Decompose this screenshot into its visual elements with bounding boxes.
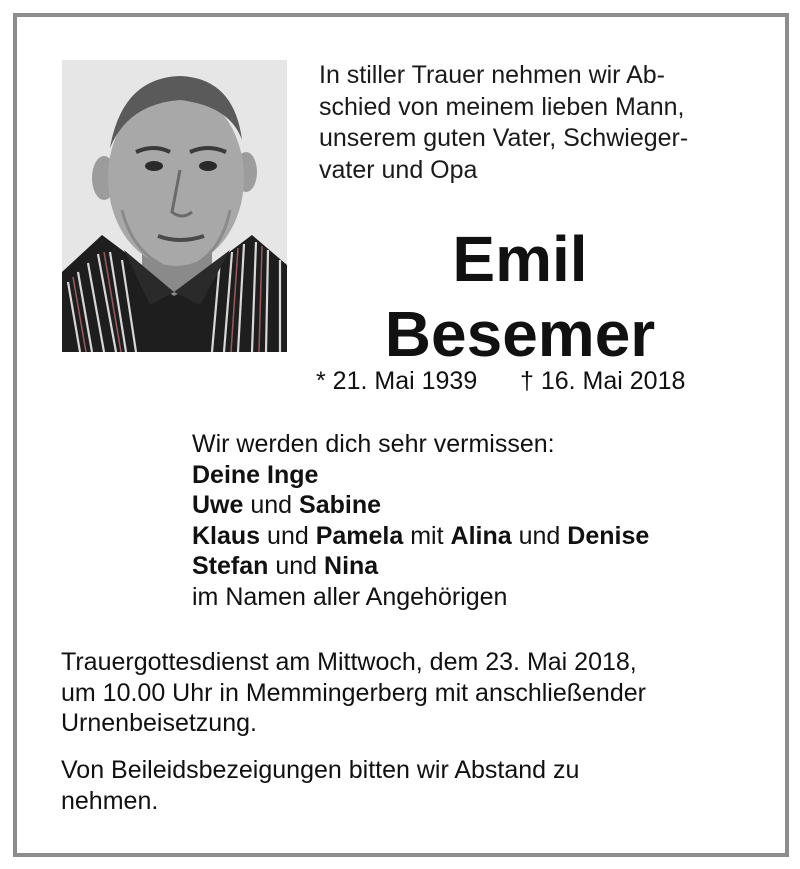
first-name: Emil: [452, 223, 588, 295]
family-line: [192, 551, 649, 582]
service-line: um 10.00 Uhr in Memmingerberg mit anschließender: [61, 678, 646, 707]
family-closing: im Namen aller Angehörigen: [192, 582, 508, 611]
connector-text: und: [275, 552, 318, 580]
deceased-name: [310, 222, 730, 372]
death-date: † 16. Mai 2018: [520, 367, 686, 395]
intro-line: In stiller Trauer nehmen wir Ab-: [319, 61, 665, 89]
family-name: Deine Inge: [192, 460, 319, 489]
intro-line: vater und Opa: [319, 155, 478, 184]
intro-line: schied von meinem lieben Mann,: [319, 92, 685, 121]
portrait-photo: [62, 60, 287, 352]
family-intro: Wir werden dich sehr vermissen:: [192, 430, 555, 458]
intro-line: unserem guten Vater, Schwieger-: [319, 124, 689, 152]
intro-text: [319, 60, 749, 186]
service-line: Urnenbeisetzung.: [61, 709, 257, 737]
family-name: Alina: [450, 521, 512, 550]
family-list: [192, 429, 649, 612]
service-line: Trauergottesdienst am Mittwoch, dem 23. Mai 2018,: [61, 648, 637, 676]
family-name: Stefan: [192, 552, 269, 580]
family-name: Nina: [324, 552, 379, 580]
family-line: [192, 521, 649, 552]
family-name: Denise: [567, 521, 650, 550]
note-line: nehmen.: [61, 786, 159, 815]
connector-text: und: [518, 521, 561, 550]
connector-text: und: [250, 491, 293, 519]
last-name: Besemer: [384, 298, 656, 370]
service-info: [61, 647, 761, 739]
note-line: Von Beileidsbezeigungen bitten wir Abstand zu: [61, 756, 580, 784]
family-name: Klaus: [192, 521, 261, 550]
portrait-image: [62, 60, 287, 352]
connector-text: und: [267, 521, 309, 550]
family-name: Pamela: [315, 521, 404, 550]
connector-text: mit: [410, 521, 444, 550]
condolence-note: [61, 755, 579, 816]
birth-date: * 21. Mai 1939: [316, 367, 478, 395]
family-line: [192, 460, 649, 491]
family-line: [192, 490, 649, 521]
family-name: Sabine: [299, 491, 382, 519]
family-name: Uwe: [192, 491, 244, 519]
